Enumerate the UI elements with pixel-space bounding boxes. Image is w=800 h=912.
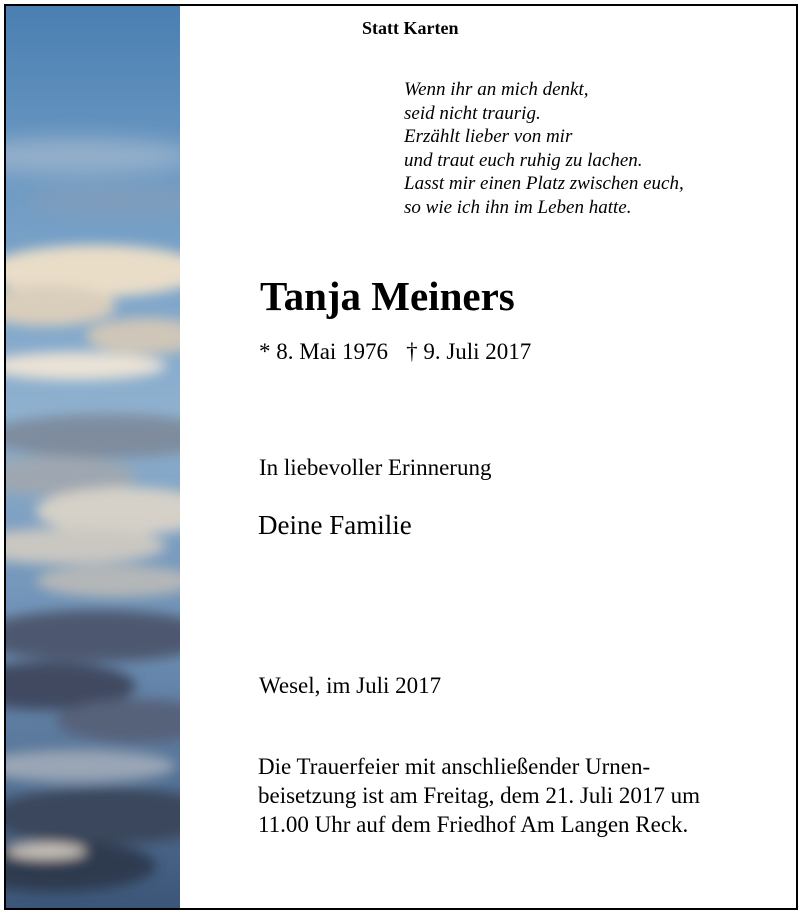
memory-line: In liebevoller Erinnerung	[259, 455, 492, 480]
poem-line: Wenn ihr an mich denkt,	[404, 79, 589, 100]
poem-line: seid nicht traurig.	[404, 102, 541, 124]
death-date: † 9. Juli 2017	[406, 339, 532, 364]
ceremony-info	[258, 752, 700, 839]
poem-line: Lasst mir einen Platz zwischen euch,	[404, 173, 684, 194]
ceremony-line: beisetzung ist am Freitag, dem 21. Juli 2017 um	[258, 783, 701, 808]
poem-line: und traut euch ruhig zu lachen.	[404, 149, 643, 171]
poem-line: Erzählt lieber von mir	[404, 126, 573, 147]
place-date: Wesel, im Juli 2017	[259, 673, 442, 698]
deceased-name: Tanja Meiners	[260, 273, 515, 319]
ceremony-line: 11.00 Uhr auf dem Friedhof Am Langen Reck.	[258, 812, 689, 837]
ceremony-line: Die Trauerfeier mit anschließender Urnen-	[258, 754, 651, 779]
header-statt-karten: Statt Karten	[362, 18, 459, 38]
poem-line: so wie ich ihn im Leben hatte.	[404, 196, 632, 218]
obituary-text	[6, 6, 796, 908]
poem	[404, 78, 684, 219]
signature: Deine Familie	[258, 510, 412, 540]
birth-date: * 8. Mai 1976	[259, 339, 389, 364]
obituary-frame	[4, 4, 798, 910]
life-dates	[259, 339, 531, 365]
